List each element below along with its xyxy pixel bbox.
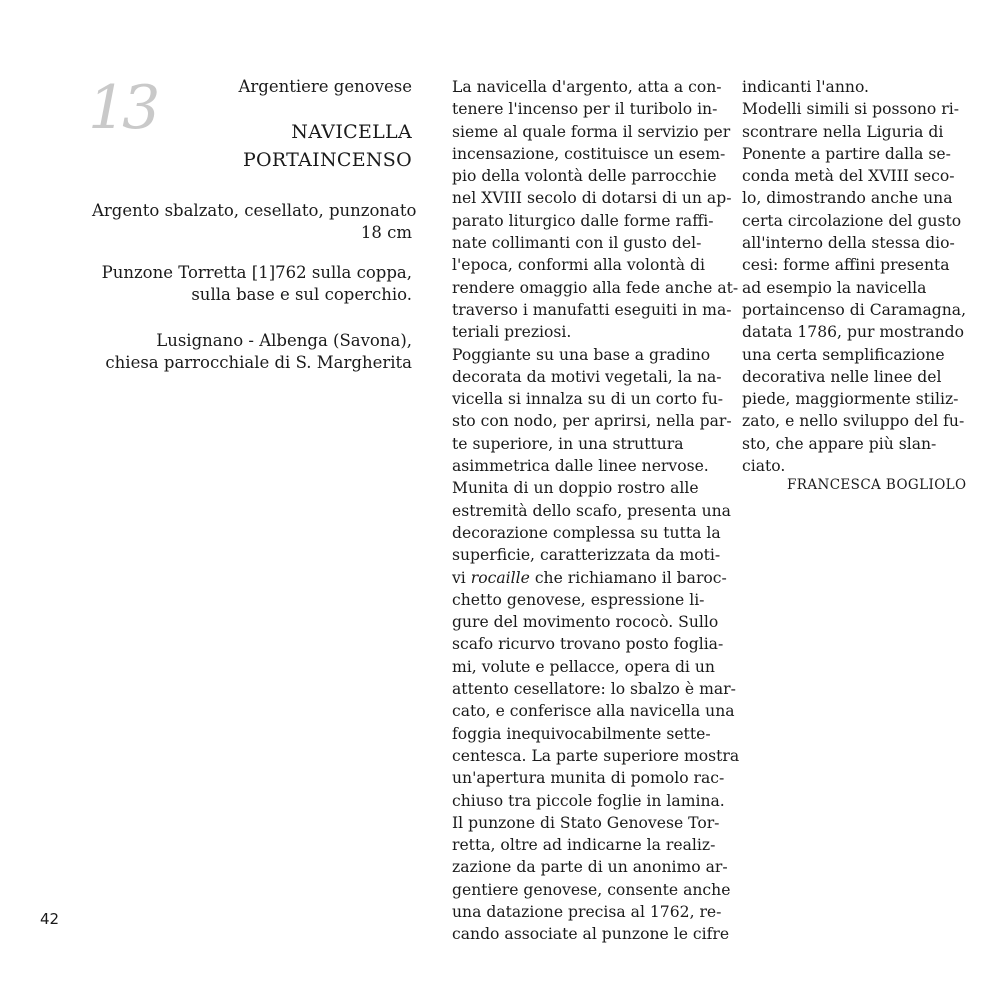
location-line: Lusignano - Albenga (Savona), [156, 331, 412, 350]
text-line: sto, che appare più slan- [742, 434, 937, 453]
stamp-line: sulla base e sul coperchio. [191, 285, 412, 304]
text-line: indicanti l'anno. [742, 78, 870, 96]
text-line: portaincenso di Caramagna, [742, 300, 967, 319]
text-line: lo, dimostrando anche una [742, 189, 953, 208]
text-line: sieme al quale forma il servizio per [452, 122, 731, 141]
text-line: foggia inequivocabilmente sette- [452, 724, 711, 743]
author-signature: FRANCESCA BOGLIOLO [787, 477, 967, 493]
text-line: vicella si innalza su di un corto fu- [452, 390, 724, 409]
text-line: datata 1786, pur mostrando [742, 323, 965, 342]
text-line: scafo ricurvo trovano posto foglia- [452, 635, 724, 654]
text-line: traverso i manufatti eseguiti in ma- [452, 300, 732, 319]
text-line: cesi: forme affini presenta [742, 256, 950, 275]
dimensions-line: 18 cm [360, 223, 412, 242]
text-line: zato, e nello sviluppo del fu- [742, 412, 965, 431]
text-line: decorata da motivi vegetali, la na- [452, 367, 722, 386]
text-line: incensazione, costituisce un esem- [452, 144, 726, 163]
text-line: ad esempio la navicella [742, 278, 927, 297]
text-line: mi, volute e pellacce, opera di un [452, 657, 715, 676]
text-line: gure del movimento rococò. Sullo [452, 613, 719, 632]
text-fragment: che richiamano il baroc- [534, 568, 727, 587]
text-line: ciato. [742, 457, 786, 476]
text-line: piede, maggiormente stiliz- [742, 390, 959, 409]
body-column-1 [452, 76, 740, 946]
text-line: cando associate al punzone le cifre [452, 925, 730, 944]
text-line: nel XVIII secolo di dotarsi di un ap- [452, 189, 732, 208]
text-line: retta, oltre ad indicarne la realiz- [452, 836, 716, 855]
text-line: rendere omaggio alla fede anche at- [452, 278, 739, 297]
text-line: parato liturgico dalle forme raffi- [452, 211, 714, 230]
location-info [92, 330, 412, 374]
text-line: Ponente a partire dalla se- [742, 144, 951, 163]
atelier-label: Argentiere genovese [238, 77, 412, 96]
text-line: superficie, caratterizzata da moti- [452, 546, 721, 565]
text-line: centesca. La parte superiore mostra [452, 746, 740, 765]
text-line: Il punzone di Stato Genovese Tor- [452, 813, 720, 832]
body-column-2 [742, 76, 967, 477]
title-line: NAVICELLA [291, 121, 412, 143]
text-fragment: vi [452, 568, 466, 587]
entry-title [92, 118, 412, 174]
text-line: decorazione complessa su tutta la [452, 523, 721, 542]
text-line: gentiere genovese, consente anche [452, 880, 731, 899]
text-line: un'apertura munita di pomolo rac- [452, 769, 725, 788]
location-line: chiesa parrocchiale di S. Margherita [105, 353, 412, 372]
text-line: Modelli simili si possono ri- [742, 100, 959, 119]
text-line: nate collimanti con il gusto del- [452, 234, 702, 253]
text-line: decorativa nelle linee del [742, 367, 942, 386]
material-info [92, 200, 417, 244]
text-line: tenere l'incenso per il turibolo in- [452, 100, 718, 119]
text-line: cato, e conferisce alla navicella una [452, 702, 735, 721]
text-line: all'interno della stessa dio- [742, 234, 955, 253]
text-line: chetto genovese, espressione li- [452, 590, 705, 609]
text-line: te superiore, in una struttura [452, 434, 684, 453]
text-line: una datazione precisa al 1762, re- [452, 902, 722, 921]
text-line: pio della volontà delle parrocchie [452, 167, 717, 186]
text-line: attento cesellatore: lo sbalzo è mar- [452, 680, 736, 699]
text-line: conda metà del XVIII seco- [742, 167, 955, 186]
text-line: una certa semplificazione [742, 345, 945, 364]
text-line: l'epoca, conformi alla volontà di [452, 256, 705, 275]
catalog-number: 13 [88, 73, 157, 143]
stamp-line: Punzone Torretta [1]762 sulla coppa, [101, 263, 412, 282]
stamp-info [92, 262, 412, 306]
text-line: sto con nodo, per aprirsi, nella par- [452, 412, 732, 431]
text-line: La navicella d'argento, atta a con- [452, 78, 722, 96]
text-line: estremità dello scafo, presenta una [452, 501, 731, 520]
text-line: scontrare nella Liguria di [742, 122, 944, 141]
text-line: zazione da parte di un anonimo ar- [452, 858, 728, 877]
material-line: Argento sbalzato, cesellato, punzonato [92, 201, 417, 220]
text-line: certa circolazione del gusto [742, 211, 962, 230]
text-line [452, 567, 727, 589]
text-line: teriali preziosi. [452, 323, 572, 342]
text-line: Munita di un doppio rostro alle [452, 479, 699, 498]
text-line: chiuso tra piccole foglie in lamina. [452, 791, 725, 810]
italic-term: rocaille [470, 568, 530, 587]
text-line: Poggiante su una base a gradino [452, 345, 711, 364]
title-line: PORTAINCENSO [242, 149, 412, 171]
page-number: 42 [40, 910, 60, 928]
text-line: asimmetrica dalle linee nervose. [452, 457, 709, 476]
